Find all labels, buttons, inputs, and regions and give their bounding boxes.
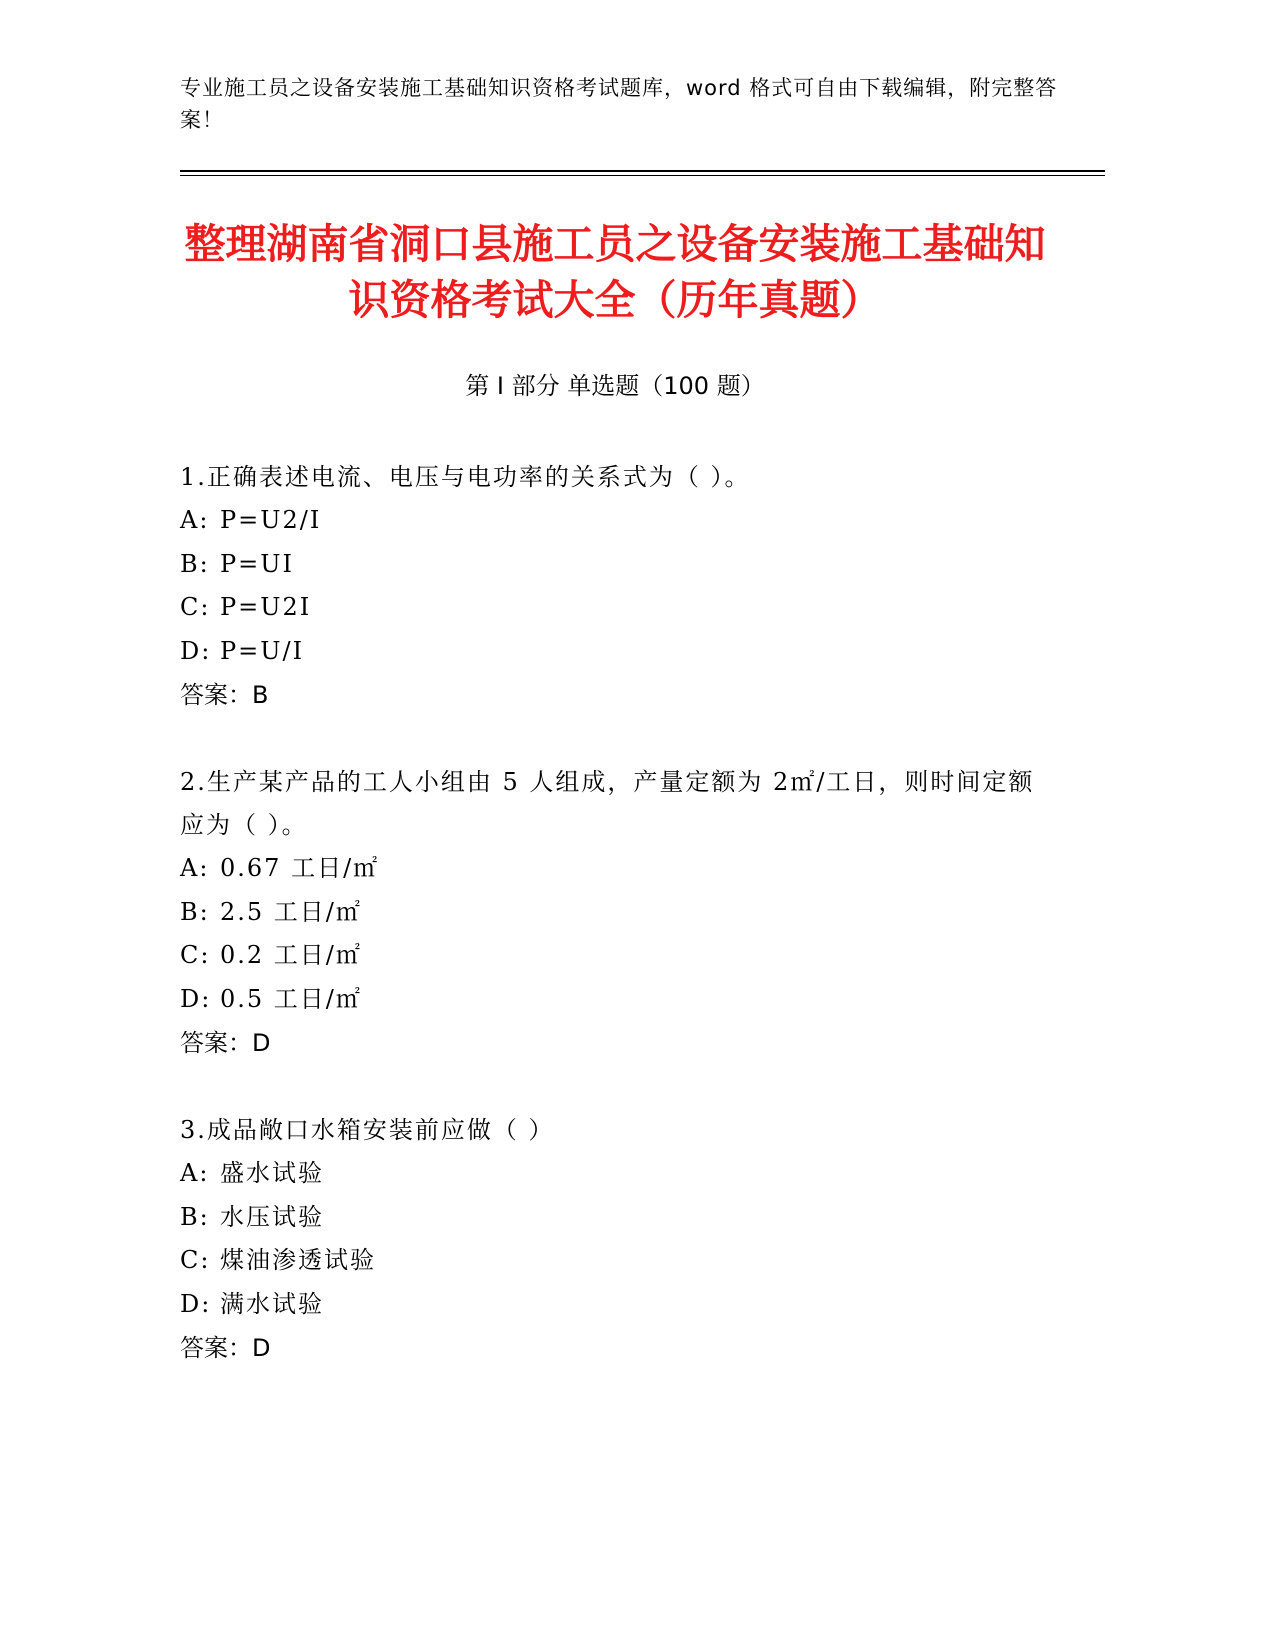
option-letter: C:: [180, 593, 211, 621]
option-text: 2.5 工日/㎡: [220, 897, 362, 926]
option-letter: A:: [180, 506, 210, 534]
header-divider-thin: [180, 175, 1105, 176]
option-text: 水压试验: [220, 1202, 324, 1231]
option-text: P=U2/I: [220, 506, 322, 534]
question-3: [180, 1109, 1040, 1370]
option-text: 0.2 工日/㎡: [220, 941, 362, 969]
option-a: [180, 1152, 1040, 1196]
option-d: [180, 978, 1040, 1022]
question-stem: 3.成品敞口水箱安装前应做（ ）: [180, 1116, 555, 1144]
section-heading: 第 I 部分 单选题（100 题）: [465, 372, 765, 400]
option-letter: D:: [180, 636, 212, 665]
option-c: [180, 586, 1040, 630]
option-text: P=U2I: [220, 593, 312, 621]
option-c: [180, 934, 1040, 978]
option-letter: B:: [180, 549, 210, 578]
option-text: 0.67 工日/㎡: [220, 854, 380, 882]
option-letter: C:: [180, 941, 211, 969]
option-b: [180, 543, 1040, 587]
option-a: [180, 847, 1040, 891]
option-b: [180, 891, 1040, 935]
option-letter: B:: [180, 1202, 210, 1231]
answer: 答案：B: [180, 681, 269, 709]
option-text: 煤油渗透试验: [220, 1246, 376, 1274]
option-text: P=UI: [220, 549, 294, 578]
question-1: [180, 456, 1040, 717]
question-stem: 1.正确表述电流、电压与电功率的关系式为（ ）。: [180, 463, 751, 491]
header-divider-thick: [180, 170, 1105, 172]
option-text: P=U/I: [220, 636, 305, 665]
option-letter: C:: [180, 1246, 211, 1274]
answer: 答案：D: [180, 1029, 271, 1057]
option-letter: D:: [180, 984, 212, 1013]
option-d: [180, 1283, 1040, 1327]
question-stem: 2.生产某产品的工人小组由 5 人组成，产量定额为 2㎡/工日，则时间定额应为（ ）。: [180, 768, 1035, 839]
option-text: 0.5 工日/㎡: [220, 984, 362, 1013]
question-list: [180, 456, 1040, 1414]
option-d: [180, 630, 1040, 674]
document-title: 整理湖南省洞口县施工员之设备安装施工基础知识资格考试大全（历年真题）: [184, 220, 1046, 324]
option-text: 盛水试验: [220, 1159, 324, 1187]
option-letter: B:: [180, 897, 210, 926]
option-text: 满水试验: [220, 1289, 324, 1318]
option-c: [180, 1239, 1040, 1283]
option-a: [180, 499, 1040, 543]
option-letter: A:: [180, 854, 210, 882]
option-letter: D:: [180, 1289, 212, 1318]
answer: 答案：D: [180, 1334, 271, 1362]
question-2: [180, 761, 1040, 1065]
header-note: 专业施工员之设备安装施工基础知识资格考试题库，word 格式可自由下载编辑，附完整答案！: [180, 76, 1058, 132]
option-letter: A:: [180, 1159, 210, 1187]
option-b: [180, 1196, 1040, 1240]
